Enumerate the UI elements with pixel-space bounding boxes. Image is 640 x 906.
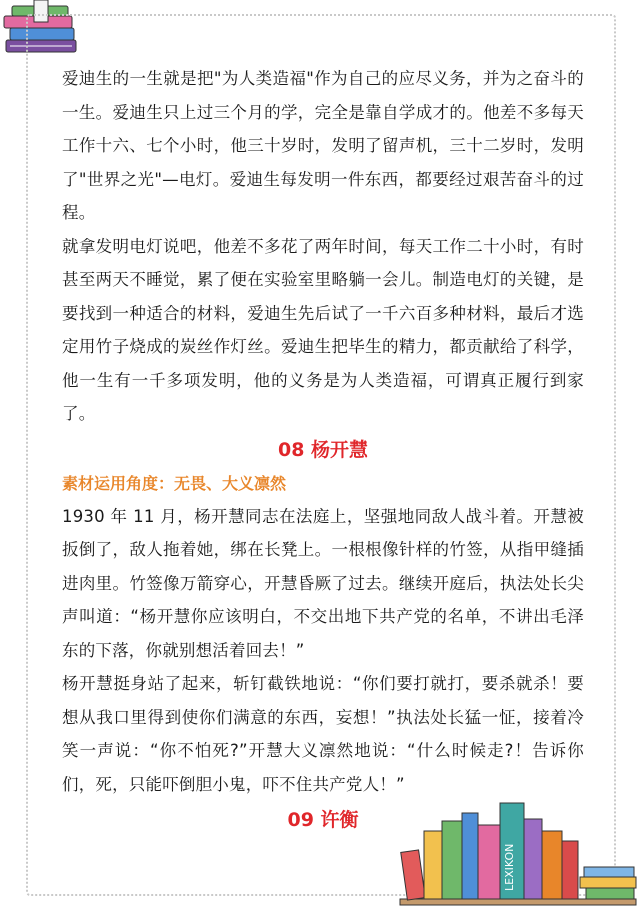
paragraph-edison-2: 就拿发明电灯说吧，他差不多花了两年时间，每天工作二十小时，有时甚至两天不睡觉，累了便在实验室里略躺一会儿。制造电灯的关键，是要找到一种适合的材料，爱迪生先后试了一千六百多种材料，最后才选定用竹子烧成的炭丝作灯丝。爱迪生把毕生的精力，都贡献给了科学，他一生有一千多项发明，他的义务是为人类造福，可谓真正履行到家了。 [62, 236, 584, 423]
books-shelf-icon [380, 791, 640, 906]
paragraph-yang-2: 杨开慧挺身站了起来，斩钉截铁地说：“你们要打就打，要杀就杀！要想从我口里得到使你们满意的东西，妄想！”执法处长猛一怔，接着冷笑一声说：“你不怕死?”开慧大义凛然地说：“什么时候走?！告诉你们，死，只能吓倒胆小鬼，吓不住共产党人！” [62, 674, 584, 794]
paragraph-edison-1: 爱迪生的一生就是把"为人类造福"作为自己的应尽义务，并为之奋斗的一生。爱迪生只上过三个月的学，完全是靠自学成才的。他差不多每天工作十六、七个小时，他三十岁时，发明了留声机，三十二岁时，发明了"世界之光"—电灯。爱迪生每发明一件东西，都要经过艰苦奋斗的过程。 [62, 69, 584, 222]
section-title-08: 08 杨开慧 [277, 438, 369, 461]
paragraph-yang-1: 1930 年 11 月，杨开慧同志在法庭上，坚强地同敌人战斗着。开慧被扳倒了，敌人拖着她，绑在长凳上。一根根像针样的竹签，从指甲缝插进肉里。竹签像万箭穿心，开慧昏厥了过去。继续开庭后，执法处长尖声叫道：“杨开慧你应该明白，不交出地下共产党的名单，不讲出毛泽东的下落，你就别想活着回去！” [62, 506, 584, 660]
book-spine-label: LEXIKON [503, 843, 516, 891]
article-content [62, 62, 584, 837]
material-angle-08: 素材运用角度：无畏、大义凛然 [62, 473, 287, 493]
section-title-09: 09 许衡 [287, 809, 359, 831]
